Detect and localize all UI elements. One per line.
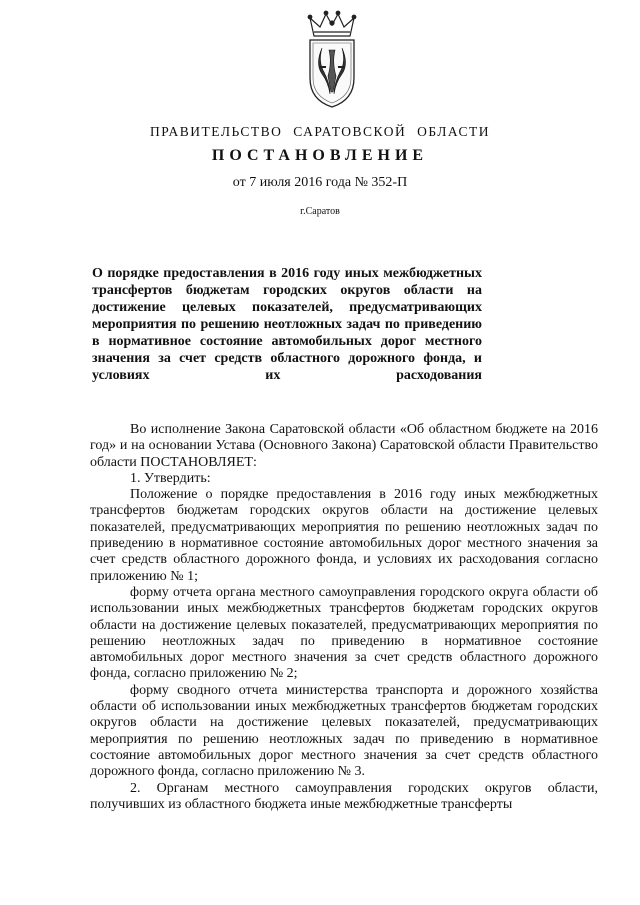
saratov-coat-of-arms-icon [300,10,364,110]
body-item-1: 1. Утвердить: [130,470,211,486]
document-title: О порядке предоставления в 2016 году иных межбюджетных трансфертов бюджетам городских округов области на достижение целевых показателей, предусматривающих мероприятия по решению неотложных задач по приведению в нормативное состояние автомобильных дорог местного значения за счет средств областного дорожного фонда, и условиях их расходования [92,266,482,383]
document-city: г.Саратов [300,206,340,217]
body-intro: Во исполнение Закона Саратовской области «Об областном бюджете на 2016 год» и на основании Устава (Основного Закона) Саратовской области Правительство области ПОСТАНОВЛЯЕТ: [90,422,598,470]
body-item-1-b: форму отчета органа местного самоуправления городского округа области об использовании иных межбюджетных трансфертов бюджетам городских округов области на достижение целевых показателей, предусматривающих мероприятия по решению неотложных задач по приведению в нормативное состояние автомобильных дорог местного значения за счет средств областного дорожного фонда, согласно приложению № 2; [90,584,598,682]
document-type: ПОСТАНОВЛЕНИЕ [211,147,429,164]
document-body [90,422,598,813]
organization-name: ПРАВИТЕЛЬСТВО САРАТОВСКОЙ ОБЛАСТИ [150,124,490,139]
body-item-1-c: форму сводного отчета министерства транспорта и дорожного хозяйства области об использовании иных межбюджетных трансфертов бюджетам городских округов области на достижение целевых показателей, предусматривающих мероприятия по решению неотложных задач по приведению в нормативное состояние автомобильных дорог местного значения за счет средств областного дорожного фонда, согласно приложению № 3. [90,682,598,780]
document-date-number: от 7 июля 2016 года № 352-П [232,175,408,190]
body-item-2: 2. Органам местного самоуправления городских округов области, получивших из областного бюджета иные межбюджетные трансферты [90,780,598,812]
body-item-1-a: Положение о порядке предоставления в 2016 году иных межбюджетных трансфертов бюджетам городских округов области на достижение целевых показателей, предусматривающих мероприятия по решению неотложных задач по приведению в нормативное состояние автомобильных дорог местного значения за счет средств областного дорожного фонда, и условиях их расходования согласно приложению № 1; [90,487,598,584]
